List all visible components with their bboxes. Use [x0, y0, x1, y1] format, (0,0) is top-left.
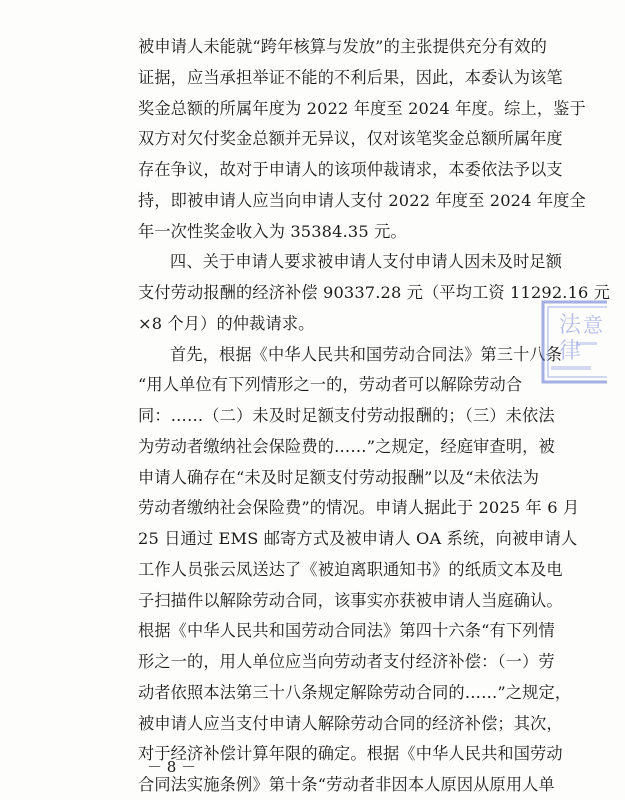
text-line: 被申请人未能就“跨年核算与发放”的主张提供充分有效的 [138, 37, 547, 56]
text-line: 合同法实施条例》第十条“劳动者非因本人原因从原用人单 [138, 775, 555, 794]
text-line: 对于经济补偿计算年限的确定。根据《中华人民共和国劳动 [138, 744, 563, 764]
text-line: 被申请人应当支付申请人解除劳动合同的经济补偿；其次， [138, 713, 563, 733]
svg-text:律: 律 [559, 339, 582, 364]
svg-text:意: 意 [583, 313, 603, 337]
text-line: 25 日通过 EMS 邮寄方式及被申请人 OA 系统，向被申请人 [138, 529, 578, 548]
text-line: 首先，根据《中华人民共和国劳动合同法》第三十八条 [170, 344, 563, 364]
text-line: 同：……（二）未及时足额支付劳动报酬的；（三）未依法 [138, 406, 555, 425]
text-line: 动者依照本法第三十八条规定解除劳动合同的……”之规定， [138, 682, 572, 702]
text-line: 根据《中华人民共和国劳动合同法》第四十六条“有下列情 [138, 621, 555, 641]
text-line: 工作人员张云凤送达了《被迫离职通知书》的纸质文本及电 [138, 559, 563, 579]
text-line: 四、关于申请人要求被申请人支付申请人因未及时足额 [170, 252, 563, 272]
text-line: 子扫描件以解除劳动合同，该事实亦获被申请人当庭确认。 [138, 590, 563, 610]
text-line: “用人单位有下列情形之一的，劳动者可以解除劳动合 [138, 375, 523, 395]
text-line: ×8 个月）的仲裁请求。 [138, 313, 315, 333]
text-line: 形之一的，用人单位应当向劳动者支付经济补偿：（一）劳 [138, 652, 555, 671]
page-number: － 8 － [147, 758, 197, 776]
svg-text:法: 法 [559, 313, 582, 338]
partial-seal-stamp [537, 296, 607, 388]
text-line: 存在争议，故对于申请人的该项仲裁请求，本委依法予以支 [138, 160, 563, 179]
body-text [138, 32, 611, 801]
text-line: 劳动者缴纳社会保险费”的情况。申请人据此于 2025 年 6 月 [138, 498, 580, 518]
text-line: 双方对欠付奖金总额并无异议，仅对该笔奖金总额所属年度 [138, 129, 563, 149]
text-line: 奖金总额的所属年度为 2022 年度至 2024 年度。综上，鉴于 [138, 98, 586, 118]
text-line: 为劳动者缴纳社会保险费的……”之规定，经庭审查明，被 [138, 436, 555, 456]
text-line: 证据，应当承担举证不能的不利后果，因此，本委认为该笔 [138, 67, 563, 87]
text-line: 年一次性奖金收入为 35384.35 元。 [138, 221, 407, 241]
text-line: 支付劳动报酬的经济补偿 90337.28 元（平均工资 11292.16 元 [138, 283, 611, 302]
text-line: 申请人确存在“未及时足额支付劳动报酬”以及“未依法为 [138, 467, 540, 487]
text-line: 持，即被申请人应当向申请人支付 2022 年度至 2024 年度全 [138, 190, 586, 210]
